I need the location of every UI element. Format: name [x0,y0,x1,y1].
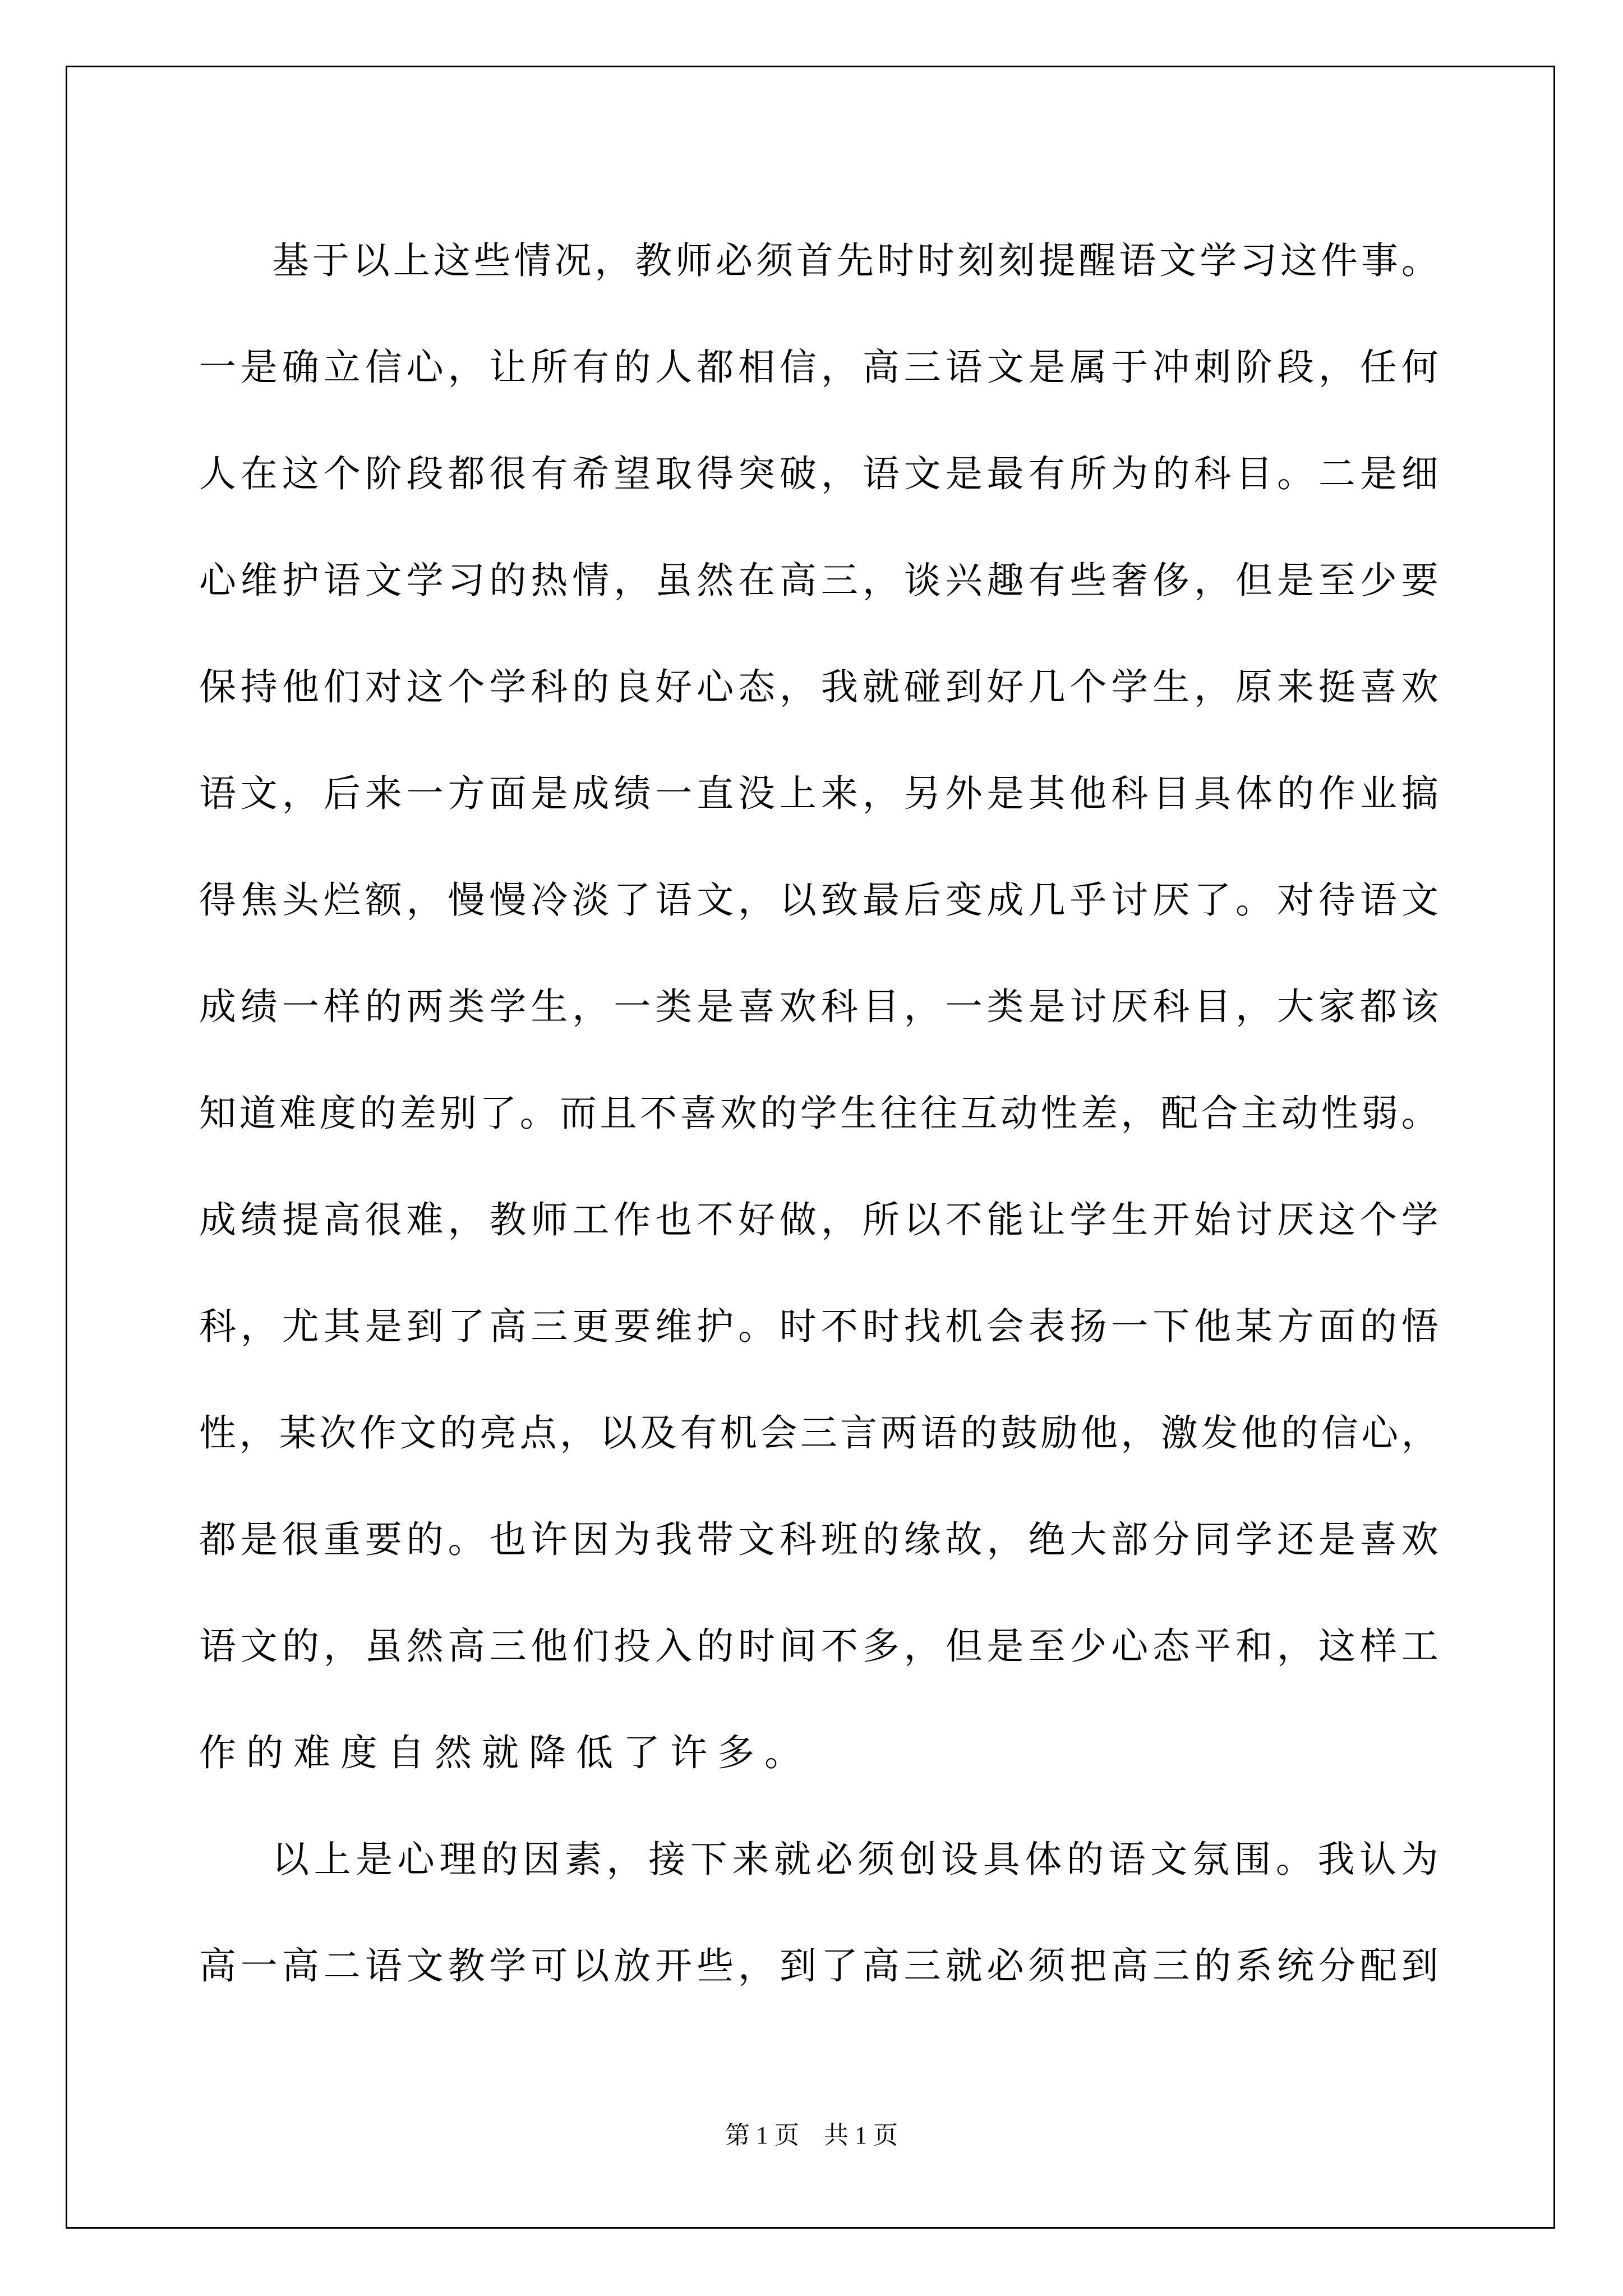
paragraph-1-line-5: 保 持 他 们 对 这 个 学 科 的 良 好 心 态 ， 我 就 碰 到 好 几 个 学 生 ， 原 来 挺 喜 欢 [199,665,1438,708]
document-body [199,208,1438,2019]
paragraph-1-line-13: 都 是 很 重 要 的 。 也 许 因 为 我 带 文 科 班 的 缘 故 ， 绝 大 部 分 同 学 还 是 喜 欢 [199,1518,1438,1561]
paragraph-1-line-10: 成 绩 提 高 很 难 ， 教 师 工 作 也 不 好 做 ， 所 以 不 能 让 学 生 开 始 讨 厌 这 个 学 [199,1198,1438,1241]
paragraph-1-line-2: 一 是 确 立 信 心 ， 让 所 有 的 人 都 相 信 ， 高 三 语 文 是 属 于 冲 刺 阶 段 ， 任 何 [199,346,1438,389]
paragraph-1-line-9: 知 道 难 度 的 差 别 了 。 而 且 不 喜 欢 的 学 生 往 往 互 动 性 差 ， 配 合 主 动 性 弱 。 [199,1092,1438,1135]
paragraph-1-line-11: 科 ， 尤 其 是 到 了 高 三 更 要 维 护 。 时 不 时 找 机 会 表 扬 一 下 他 某 方 面 的 悟 [199,1305,1438,1348]
paragraph-1-line-14: 语 文 的 ， 虽 然 高 三 他 们 投 入 的 时 间 不 多 ， 但 是 至 少 心 态 平 和 ， 这 样 工 [199,1625,1438,1668]
paragraph-2-line-2: 高 一 高 二 语 文 教 学 可 以 放 开 些 ， 到 了 高 三 就 必 须 把 高 三 的 系 统 分 配 到 [199,1944,1438,1987]
paragraph-1-line-8: 成 绩 一 样 的 两 类 学 生 ， 一 类 是 喜 欢 科 目 ， 一 类 是 讨 厌 科 目 ， 大 家 都 该 [199,985,1438,1028]
paragraph-1-line-15: 作的难度自然就降低了许多。 [199,1731,811,1774]
paragraph-1-line-4: 心 维 护 语 文 学 习 的 热 情 ， 虽 然 在 高 三 ， 谈 兴 趣 有 些 奢 侈 ， 但 是 至 少 要 [199,559,1438,602]
page-footer: 第 1 页 共 1 页 [725,2122,898,2149]
paragraph-1-line-3: 人 在 这 个 阶 段 都 很 有 希 望 取 得 突 破 ， 语 文 是 最 有 所 为 的 科 目 。 二 是 细 [199,452,1438,495]
paragraph-2-line-1: 以 上 是 心 理 的 因 素 ， 接 下 来 就 必 须 创 设 具 体 的 语 文 氛 围 。 我 认 为 [272,1838,1438,1881]
paragraph-1-line-12: 性 ， 某 次 作 文 的 亮 点 ， 以 及 有 机 会 三 言 两 语 的 鼓 励 他 ， 激 发 他 的 信 心 ， [199,1411,1438,1455]
paragraph-1-line-1: 基 于 以 上 这 些 情 况 ， 教 师 必 须 首 先 时 时 刻 刻 提 醒 语 文 学 习 这 件 事 。 [272,239,1438,282]
paragraph-1-line-6: 语 文 ， 后 来 一 方 面 是 成 绩 一 直 没 上 来 ， 另 外 是 其 他 科 目 具 体 的 作 业 搞 [199,772,1438,815]
paragraph-1-line-7: 得 焦 头 烂 额 ， 慢 慢 冷 淡 了 语 文 ， 以 致 最 后 变 成 几 乎 讨 厌 了 。 对 待 语 文 [199,878,1438,922]
